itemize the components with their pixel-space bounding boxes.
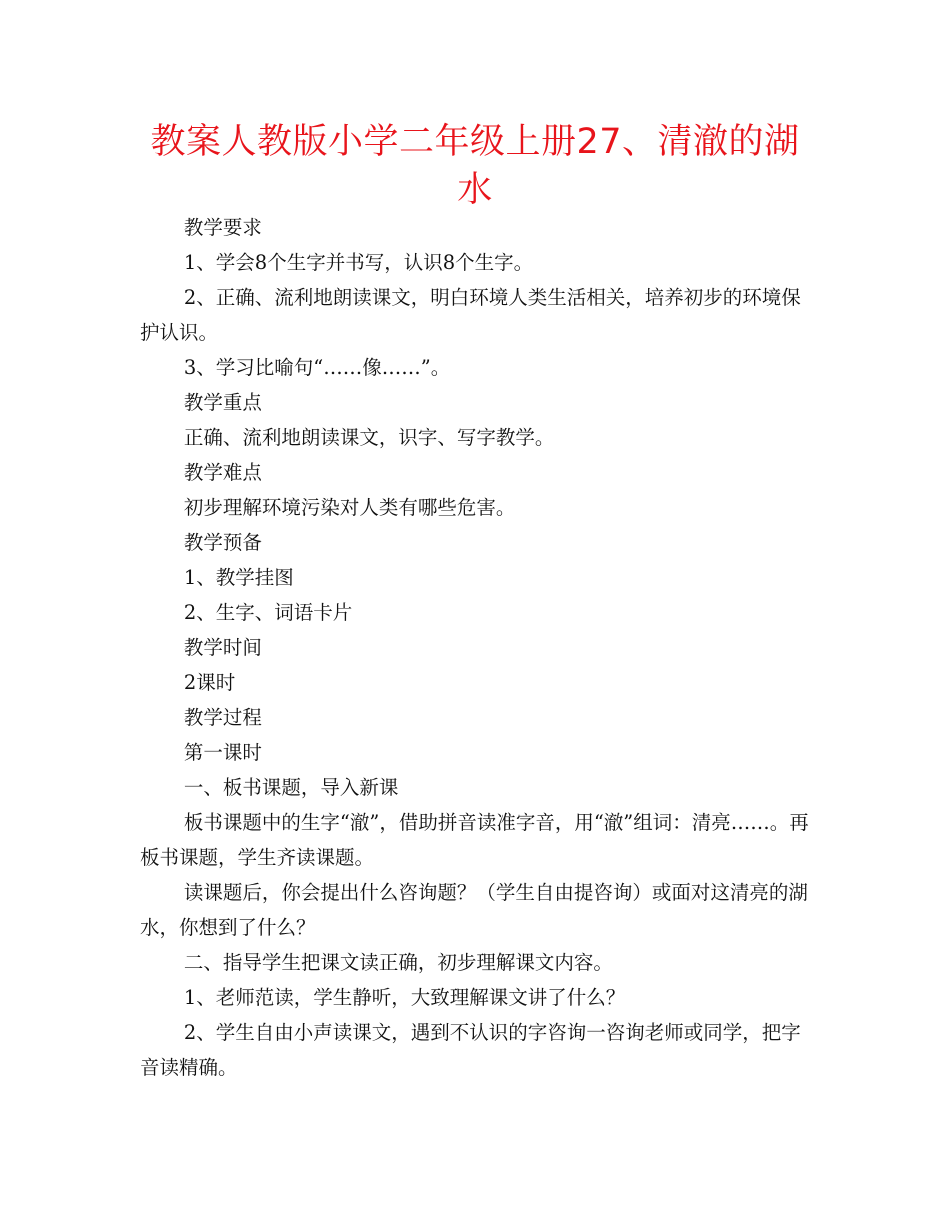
paragraph: 读课题后，你会提出什么咨询题？（学生自由提咨询）或面对这清亮的湖水，你想到了什么？ xyxy=(140,881,808,939)
section-heading-process: 教学过程 xyxy=(183,706,262,729)
paragraph: 1、学会8个生字并书写，认识8个生字。 xyxy=(183,251,534,274)
paragraph: 一、板书课题，导入新课 xyxy=(183,776,399,799)
paragraph: 2、生字、词语卡片 xyxy=(183,601,353,624)
paragraph: 3、学习比喻句“……像……”。 xyxy=(183,356,451,379)
paragraph: 1、教学挂图 xyxy=(183,566,294,589)
paragraph: 二、指导学生把课文读正确，初步理解课文内容。 xyxy=(183,951,613,974)
document-title: 教案人教版小学二年级上册27、清澈的湖水 xyxy=(150,122,800,210)
document-body xyxy=(140,210,816,1085)
paragraph: 初步理解环境污染对人类有哪些危害。 xyxy=(183,496,516,519)
section-heading-time: 教学时间 xyxy=(183,636,262,659)
paragraph: 板书课题中的生字“澈”，借助拼音读准字音，用“澈”组词：清亮……。再板书课题，学生齐读课题。 xyxy=(140,811,809,869)
paragraph: 2课时 xyxy=(183,671,236,694)
paragraph: 2、正确、流利地朗读课文，明白环境人类生活相关，培养初步的环境保护认识。 xyxy=(140,286,801,344)
section-heading-difficulties: 教学难点 xyxy=(183,461,262,484)
paragraph: 1、老师范读，学生静听，大致理解课文讲了什么？ xyxy=(183,986,626,1009)
paragraph: 正确、流利地朗读课文，识字、写字教学。 xyxy=(183,426,555,449)
paragraph: 2、学生自由小声读课文，遇到不认识的字咨询一咨询老师或同学，把字音读精确。 xyxy=(140,1021,801,1079)
section-heading-preparation: 教学预备 xyxy=(183,531,262,554)
section-heading-requirements: 教学要求 xyxy=(183,216,262,239)
subsection-heading-first-lesson: 第一课时 xyxy=(183,741,262,764)
section-heading-key-points: 教学重点 xyxy=(183,391,262,414)
